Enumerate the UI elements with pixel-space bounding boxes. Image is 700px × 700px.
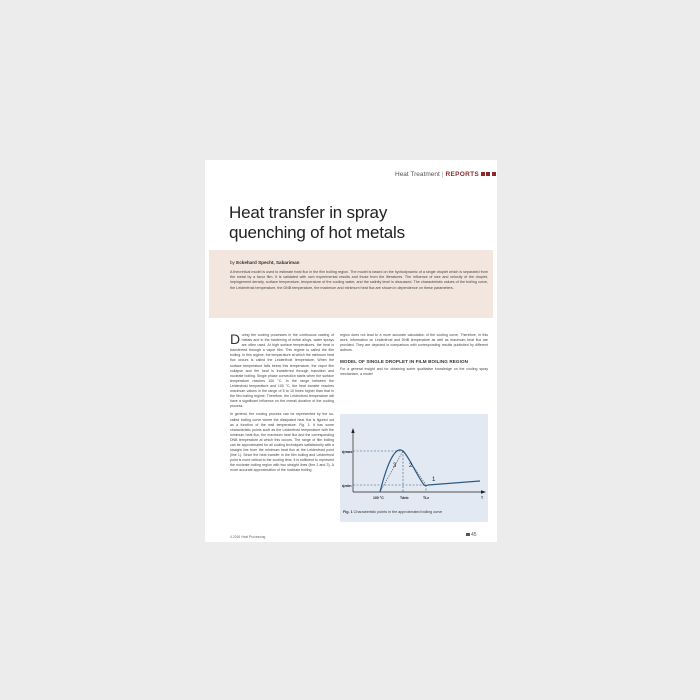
header-category: REPORTS: [445, 171, 480, 178]
tdnb-label: Tdnb: [400, 496, 409, 500]
boiling-curve: [380, 450, 480, 492]
qmax-label: q̇max: [342, 449, 353, 454]
body-paragraph: region does not lead to a more accurate calculation of the cooling curve. Therefore, in this work, information on Leidenfrost and DNB temperature as well as maximum heat flux are provided. They are depicted in comparison with corresponding results published by different authors.: [340, 333, 488, 353]
boiling-curve-figure: [340, 414, 488, 522]
qmin-label: q̇min: [342, 483, 352, 488]
line-2-label: 2: [409, 463, 413, 469]
footer-publication: 4-2016 Heat Processing: [230, 535, 266, 539]
line-3-label: 3: [393, 463, 397, 469]
t100-label: 100 °C: [373, 496, 384, 500]
section-heading: MODEL OF SINGLE DROPLET IN FILM BOILING REGION: [340, 359, 469, 365]
page-number: 45: [471, 532, 477, 538]
caption-text: Characteristic points in the approximated boiling curve: [353, 510, 443, 514]
body-column-2: [340, 333, 488, 380]
body-paragraph: For a general insight and for obtaining some qualitative knowledge on the cooling spray mechanism, a model: [340, 366, 488, 376]
body-paragraph: uring the cooling processes in the continuous casting of metals and in the hardening of metal alloys, water sprays are often used. At high surface temperatures, the heat is transferred through a vapor film. This regime is called the film boiling. In this regime, the temperature at which the minimum heat flux occurs is called the Leidenfrost temperature. When the surface temperature falls below this temperature, the vapor film collapse and the heat is transferred through transition and nucleate boiling. Single phase convection starts when the surface temperature reaches 100 °C. In the range between the Leidenfrost temperature and 100 °C, the heat transfer reaches maximum values in the range of 5 to 10 times higher than that in the film boiling regime. Therefore, the Leidenfrost temperature will have a significant influence on the overall duration of the cooling process.: [230, 333, 334, 409]
author-names: Eckehard Specht, Sabariman: [236, 260, 300, 265]
figure-caption: [343, 510, 486, 514]
drop-cap: D: [230, 331, 241, 347]
header-square-icon: [481, 172, 485, 176]
article-title: Heat transfer in spray quenching of hot metals: [229, 203, 405, 242]
line-1-label: 1: [432, 477, 436, 483]
taxis-label: T: [481, 496, 484, 500]
header-square-icon: [486, 172, 490, 176]
body-paragraph: In general, the cooling process can be represented by the so-called boiling curve where the dissipated heat flux is figured out as a function of the wall temperature. Fig. 1: It has some characteristic points such as the Leidenfrost temperature with the minimum heat flux, the maximum heat flux and the corresponding DNB temperature at which this occurs. The range of film boiling can be approximated for all cooling techniques satisfactorily with a straight line from the minimum heat flux at the Leidenfrost point (line 1). Since the heat transfer in the film boiling and Leidenfrost point is more critical to the cooling time, it is sufficient to represent the nucleate boiling region with two straight lines (line 2 and 3). A more accurate approximation of the nucleate boiling: [230, 412, 334, 473]
running-header: [395, 171, 496, 178]
header-separator: |: [441, 171, 444, 178]
abstract-text: A theoretical model is used to estimate heat flux in the film boiling region. The model is based on the hydrodynamic of a single droplet which is separated from the metal by a favor film. It is validated with own experimental results and those from the literatures. The influence of size and velocity of the droplet, impingement density, surface temperature, temperature of the cooling water, and the salinity level is discussed. The characteristic values of the boiling curve, the Leidenfrost temperature, the DNB temperature, the maximum and minimum heat flux are shown in dependence on these parameters.: [230, 270, 488, 290]
byline: [230, 260, 299, 265]
byline-prefix: by: [230, 260, 235, 265]
header-section: Heat Treatment: [395, 171, 440, 178]
page-marker-icon: [466, 533, 470, 536]
caption-label: Fig. 1: [343, 510, 353, 514]
header-square-icon: [492, 172, 496, 176]
body-column-1: [230, 333, 334, 477]
x-axis-arrow-icon: [481, 490, 486, 493]
y-axis-arrow-icon: [351, 428, 354, 433]
footer-page: [466, 532, 477, 538]
tle-label: TLe: [423, 496, 430, 500]
